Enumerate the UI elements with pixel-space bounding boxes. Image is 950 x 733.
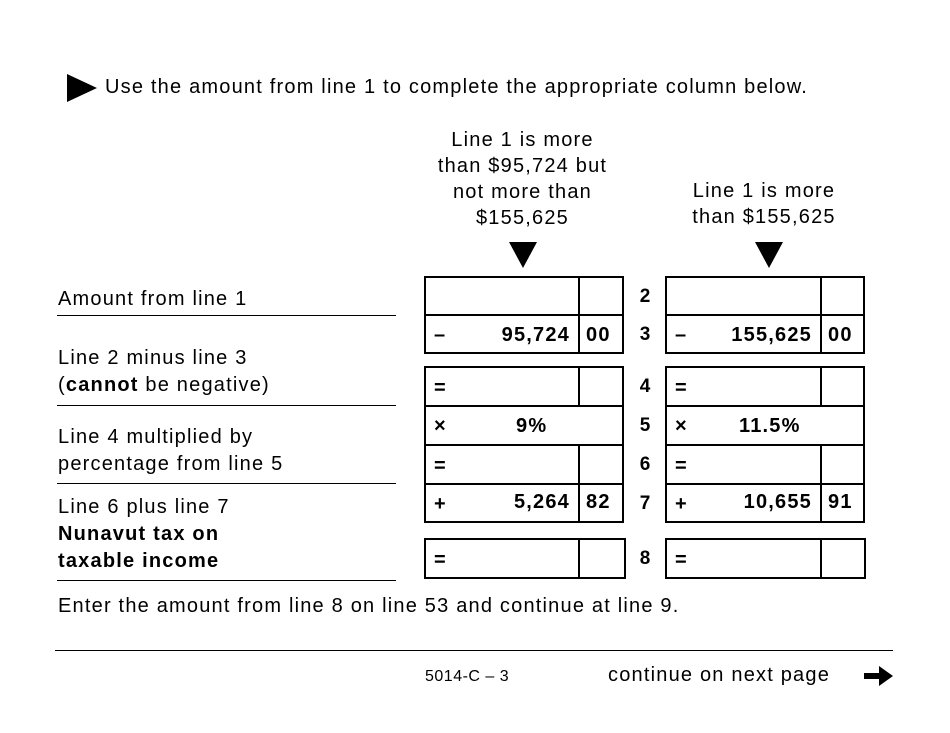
col1-line7-dollars: 5,264 [513,491,570,513]
col2-header-line: Line 1 is more [692,180,836,202]
times-sign: × [434,415,446,437]
cents-separator [820,278,822,314]
form-number: 5014-C – 3 [425,668,510,685]
right-arrow-icon [864,665,894,687]
col2-line3-dollars: 155,625 [731,324,812,346]
col1-line7-cents: 82 [586,491,611,513]
col2-line5-rate: 11.5% [739,415,801,437]
col1-header-line: Line 1 is more [451,129,594,151]
col1-line3-field [424,314,624,354]
divider [57,580,396,581]
col1-line5-field [424,405,624,446]
col2-line5-field [665,405,865,446]
divider [57,405,396,406]
line-number-2: 2 [639,286,651,307]
line-number-3: 3 [639,324,651,345]
col1-line7-field [424,483,624,523]
pointer-triangle-icon [67,74,97,102]
equals-sign: = [675,377,687,399]
label-line8-b: Nunavut tax on [58,523,220,545]
equals-sign: = [434,549,446,571]
col2-header-line: than $155,625 [692,206,836,228]
cents-separator [820,368,822,405]
minus-sign: – [675,324,687,346]
cents-separator [578,485,580,521]
label-line8-a: Line 6 plus line 7 [58,496,230,518]
label-line4-a: Line 2 minus line 3 [58,347,248,369]
col2-line8-field[interactable] [665,538,866,579]
col2-line2-field[interactable] [665,276,865,316]
cents-separator [820,446,822,483]
cents-separator [578,368,580,405]
col2-line4-field[interactable] [665,366,865,407]
equals-sign: = [434,455,446,477]
label-line4-open: ( [58,374,66,396]
plus-sign: + [434,493,446,515]
col1-header-line: $155,625 [475,207,570,229]
divider [57,483,396,484]
col2-header [664,178,864,230]
cents-separator [578,446,580,483]
col1-down-arrow-icon [509,242,537,268]
col1-line4-field[interactable] [424,366,624,407]
cents-separator [578,540,580,577]
footer-rule [55,650,893,651]
col2-line7-field [665,483,865,523]
cents-separator [820,540,822,577]
equals-sign: = [675,549,687,571]
label-line8-c: taxable income [58,550,220,572]
col1-line3-cents: 00 [586,324,611,346]
col2-line6-field[interactable] [665,444,865,485]
col1-header-line: than $95,724 but [437,155,608,177]
label-line2: Amount from line 1 [58,288,248,310]
col2-line3-cents: 00 [828,324,853,346]
col1-header [410,127,635,231]
plus-sign: + [675,493,687,515]
col1-line2-field[interactable] [424,276,624,316]
col2-line7-dollars: 10,655 [743,491,812,513]
label-line4-bold: cannot [65,374,139,396]
cents-separator [820,485,822,521]
col2-line3-field [665,314,865,354]
cents-separator [820,316,822,352]
line-number-8: 8 [639,548,651,569]
equals-sign: = [434,377,446,399]
footer-instruction: Enter the amount from line 8 on line 53 and continue at line 9. [58,595,680,617]
label-line4-b [58,372,270,399]
col2-down-arrow-icon [755,242,783,268]
continue-text: continue on next page [608,664,831,686]
line-number-5: 5 [639,415,651,436]
line-number-6: 6 [639,454,651,475]
label-line6-a: Line 4 multiplied by [58,426,254,448]
instruction-text: Use the amount from line 1 to complete the appropriate column below. [105,76,809,98]
col1-header-line: not more than [452,181,592,203]
times-sign: × [675,415,687,437]
col1-line8-field[interactable] [424,538,626,579]
minus-sign: – [434,324,446,346]
cents-separator [578,278,580,314]
col1-line6-field[interactable] [424,444,624,485]
label-line6-b: percentage from line 5 [58,453,284,475]
divider [57,315,396,316]
col1-line3-dollars: 95,724 [501,324,570,346]
col2-line7-cents: 91 [828,491,853,513]
label-line4-rest: be negative) [138,374,270,396]
equals-sign: = [675,455,687,477]
col1-line5-rate: 9% [516,415,548,437]
line-number-4: 4 [639,376,651,397]
line-number-7: 7 [639,493,651,514]
cents-separator [578,316,580,352]
